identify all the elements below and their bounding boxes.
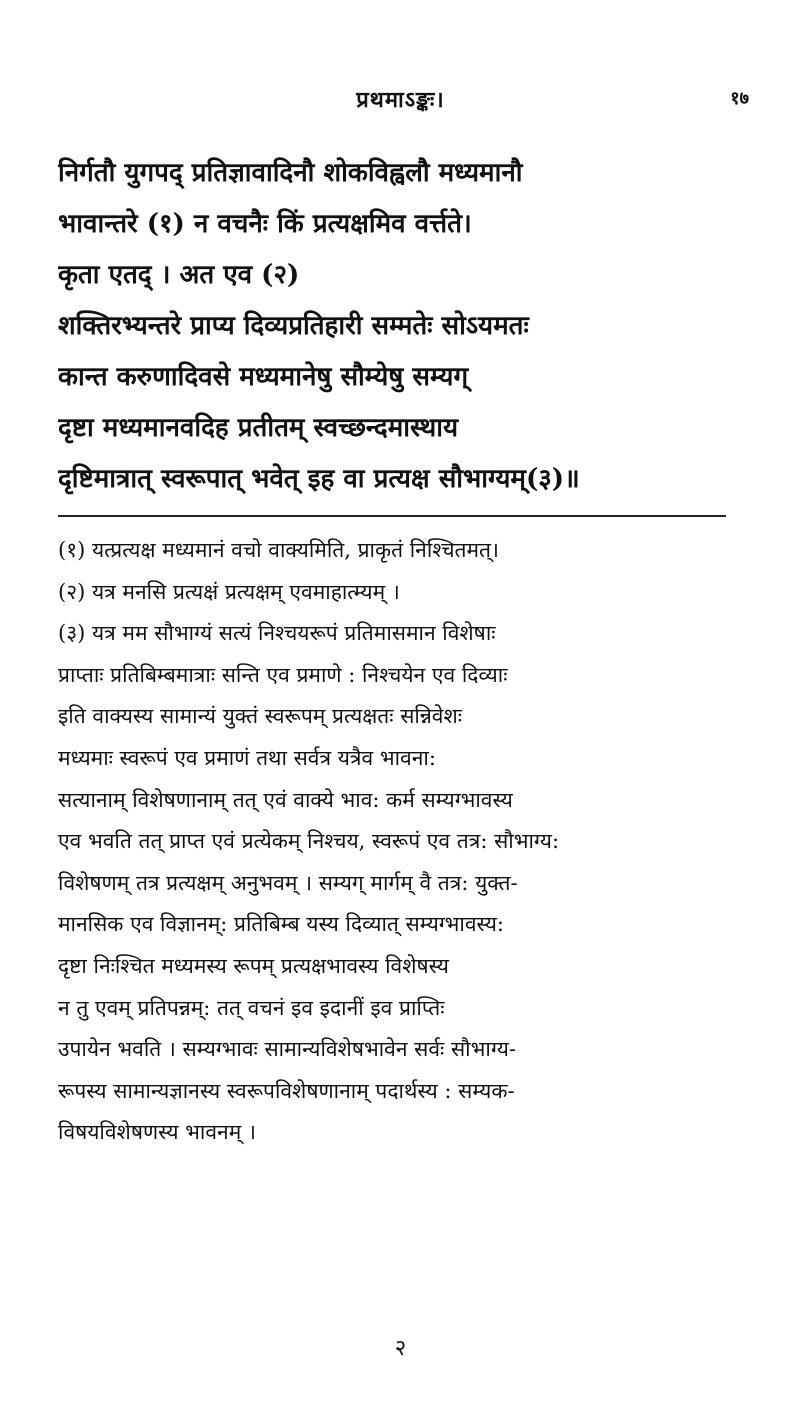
footnote-line: रूपस्य सामान्यज्ञानस्य स्वरूपविशेषणानाम् पदार्थस्य : सम्यक-: [58, 1078, 515, 1103]
folio-number: २: [394, 1336, 407, 1361]
footnote-line: उपायेन भवति । सम्यग्भावः सामान्यविशेषभावेन सर्वः सौभाग्य-: [58, 1037, 516, 1062]
footnotes-block: [58, 530, 748, 1154]
footnote-line: विषयविशेषणस्य भावनम् ।: [58, 1120, 256, 1145]
verse-line: शक्तिरभ्यन्तरे प्राप्य दिव्यप्रतिहारी सम्मतेः सोऽयमतः: [58, 311, 529, 341]
verse-block: [58, 148, 748, 505]
footnote-line: (३) यत्र मम सौभाग्यं सत्यं निश्चयरूपं प्रतिमासमान विशेषाः: [58, 621, 496, 646]
footnote-line: मानसिक एव विज्ञानम्: प्रतिबिम्ब यस्य दिव्यात् सम्यग्भावस्य:: [58, 912, 504, 937]
running-title: प्रथमाऽङ्कः।: [356, 87, 445, 113]
footnote-line: सत्यानाम् विशेषणानाम् तत् एवं वाक्ये भाव: कर्म सम्यग्भावस्य: [58, 787, 513, 812]
verse-line: भावान्तरे (१) न वचनैः किं प्रत्यक्षमिव वर्त्तते।: [58, 209, 472, 239]
page-number: १७: [730, 88, 749, 109]
running-head: [0, 84, 801, 124]
verse-line: कान्त करुणादिवसे मध्यमानेषु सौम्येषु सम्यग्: [58, 362, 469, 392]
footnote-divider: [58, 515, 726, 517]
verse-line: दृष्टा मध्यमानवदिह प्रतीतम् स्वच्छन्दमास्थाय: [58, 413, 459, 443]
footnote-line: एव भवति तत् प्राप्त एवं प्रत्येकम् निश्चय, स्वरूपं एव तत्र: सौभाग्य:: [58, 829, 560, 854]
footnote-line: (२) यत्र मनसि प्रत्यक्षं प्रत्यक्षम् एवमाहात्म्यम् ।: [58, 579, 400, 604]
footnote-line: मध्यमाः स्वरूपं एव प्रमाणं तथा सर्वत्र यत्रैव भावना:: [58, 745, 436, 770]
footnote-line: विशेषणम् तत्र प्रत्यक्षम् अनुभवम् । सम्यग् मार्गम् वै तत्र: युक्त-: [58, 870, 518, 895]
verse-line: दृष्टिमात्रात् स्वरूपात् भवेत् इह वा प्रत्यक्ष सौभाग्यम्(३)॥: [58, 464, 580, 494]
verse-line: कृता एतद् । अत एव (२): [58, 260, 300, 290]
footnote-line: न तु एवम् प्रतिपन्नम्: तत् वचनं इव इदानीं इव प्राप्तिः: [58, 995, 445, 1020]
footnote-line: इति वाक्यस्य सामान्यं युक्तं स्वरूपम् प्रत्यक्षतः सन्निवेशः: [58, 704, 463, 729]
footnote-line: (१) यत्प्रत्यक्ष मध्यमानं वचो वाक्यमिति, प्राकृतं निश्चितमत्।: [58, 538, 499, 562]
footnote-line: प्राप्ताः प्रतिबिम्बमात्राः सन्ति एव प्रमाणे : निश्चयेन एव दिव्याः: [58, 662, 508, 687]
footnote-line: दृष्टा निःश्चित मध्यमस्य रूपम् प्रत्यक्षभावस्य विशेषस्य: [58, 953, 449, 978]
verse-line: निर्गतौ युगपद् प्रतिज्ञावादिनौ शोकविह्वलौ मध्यमानौ: [58, 158, 523, 188]
